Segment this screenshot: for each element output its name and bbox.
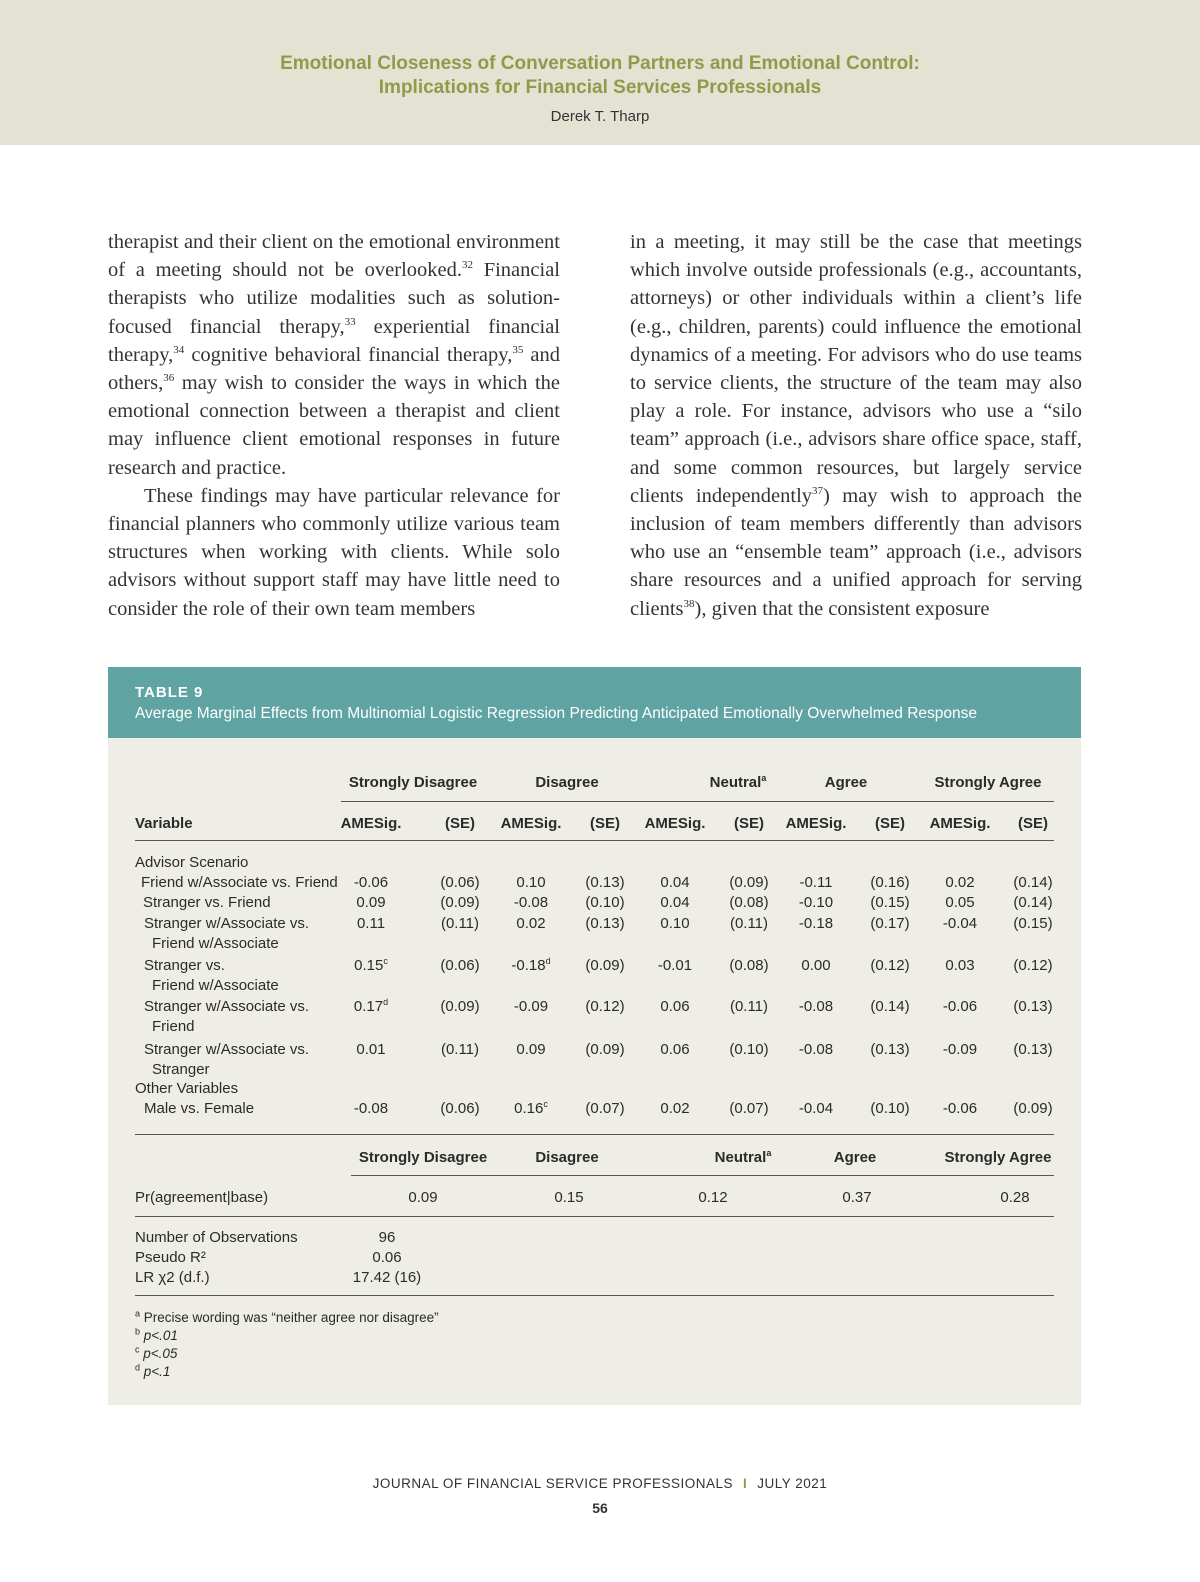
table-cell: (0.07): [585, 1100, 625, 1117]
table-cell: (0.09): [440, 894, 480, 911]
col-se-header: (SE): [875, 815, 905, 832]
table-cell: 0.00: [801, 957, 831, 974]
table-cell: 0.04: [660, 874, 690, 891]
stat-label: LR χ2 (d.f.): [135, 1269, 210, 1286]
col-se-header: (SE): [734, 815, 764, 832]
group-header: Strongly Disagree: [348, 774, 478, 791]
table-cell: (0.17): [870, 915, 910, 932]
table-cell: -0.08: [798, 998, 834, 1015]
body-column-right: [630, 228, 1082, 623]
table-cell: (0.14): [870, 998, 910, 1015]
row-label: Stranger vs. Friend: [143, 894, 271, 911]
table-cell: -0.11: [799, 874, 833, 891]
col-ame-header: AMESig.: [340, 815, 402, 832]
pr-value: 0.09: [408, 1189, 438, 1206]
table-cell: 0.10: [516, 874, 546, 891]
table-cell: -0.08: [798, 1041, 834, 1058]
col-ame-header: AMESig.: [644, 815, 706, 832]
table-cell: -0.04: [942, 915, 978, 932]
table-cell: (0.09): [585, 1041, 625, 1058]
col-variable-header: Variable: [135, 815, 193, 832]
table-cell: (0.16): [870, 874, 910, 891]
header-rule: [341, 801, 1054, 802]
footer-date: JULY 2021: [757, 1476, 828, 1491]
table-cell: (0.12): [870, 957, 910, 974]
table-cell: (0.09): [729, 874, 769, 891]
pr-value: 0.15: [554, 1189, 584, 1206]
summary-group-header: Strongly Disagree: [358, 1149, 488, 1166]
table-cell: 0.11: [356, 915, 386, 932]
table-cell: (0.11): [729, 915, 769, 932]
body-rule: [135, 1134, 1054, 1135]
footer-journal: JOURNAL OF FINANCIAL SERVICE PROFESSIONALS: [372, 1476, 733, 1491]
table-cell: 0.06: [660, 1041, 690, 1058]
table-cell: (0.10): [585, 894, 625, 911]
col-ame-header: AMESig.: [500, 815, 562, 832]
section-heading: Other Variables: [135, 1080, 239, 1097]
header-author: Derek T. Tharp: [550, 108, 650, 125]
table-cell: (0.09): [585, 957, 625, 974]
header-title-line2: Implications for Financial Services Professionals: [378, 77, 822, 98]
table-cell: (0.08): [729, 894, 769, 911]
footnote: $^c$ p<.05: [135, 1344, 178, 1361]
row-label: Male vs. Female: [144, 1100, 255, 1117]
table-cell: (0.13): [1013, 998, 1053, 1015]
table-cell: -0.09: [942, 1041, 978, 1058]
paragraph: These findings may have particular relevance for financial planners who commonly utilize various team structures when working with clients. While solo advisors without support staff may have little need to consider the role of their own team members: [108, 484, 560, 620]
summary-group-header: Strongly Agree: [944, 1149, 1052, 1166]
col-ame-header: AMESig.: [929, 815, 991, 832]
table-cell: (0.07): [729, 1100, 769, 1117]
table-cell: 0.10: [660, 915, 690, 932]
stat-label: Pseudo R²: [135, 1249, 206, 1266]
row-label-continued: Friend w/Associate: [152, 935, 279, 952]
table-cell: 0.05: [945, 894, 975, 911]
table-cell: -0.09: [513, 998, 549, 1015]
header-title-line1: Emotional Closeness of Conversation Partners and Emotional Control:: [280, 53, 920, 74]
footnote: $^d$ p<.1: [135, 1362, 171, 1379]
table-cell: (0.10): [729, 1041, 769, 1058]
table-header-band: [108, 667, 1081, 738]
pr-label: Pr(agreement|base): [135, 1189, 269, 1206]
paragraph: therapist and their client on the emotional environment of a meeting should not be overlooked.$^{32}$ Financial therapists who utilize modalities such as solution-focused financial therapy,$^{33}$ experiential financial therapy,$^{34}$ cognitive behavioral financial therapy,$^{35}$ and others,$^{36}$ may wish to consider the ways in which the emotional connection between a therapist and client may influence client emotional responses in future research and practice.: [108, 231, 560, 479]
table-cell: -0.08: [353, 1100, 389, 1117]
table-cell: 0.17$^d$: [353, 997, 389, 1015]
group-header: Agree: [824, 774, 868, 791]
section-heading: Advisor Scenario: [135, 854, 249, 871]
footer: [0, 1476, 1200, 1491]
paragraph: in a meeting, it may still be the case that meetings which involve outside professionals (e.g., accountants, attorneys) or other individuals within a client’s life (e.g., children, parents) could influence the emotional dynamics of a meeting. For advisors who do use teams to service clients, the structure of the team may also play a role. For instance, advisors who use a “silo team” approach (i.e., advisors share office space, staff, and some common resources, but largely service clients independently$^{37}$) may wish to approach the inclusion of team members differently than advisors who use an “ensemble team” approach (i.e., advisors share resources and a unified approach for serving clients$^{38}$), given that the consistent exposure: [630, 231, 1082, 620]
table-cell: -0.06: [942, 998, 978, 1015]
table-cell: (0.06): [440, 957, 480, 974]
page-number: 56: [592, 1500, 608, 1516]
table-cell: (0.09): [1013, 1100, 1053, 1117]
stat-value: 96: [378, 1229, 396, 1246]
body-column-left: [108, 228, 560, 623]
table-cell: (0.11): [729, 998, 769, 1015]
table-cell: 0.03: [945, 957, 975, 974]
table-cell: (0.11): [440, 1041, 480, 1058]
table-cell: (0.06): [440, 1100, 480, 1117]
table-cell: -0.04: [798, 1100, 834, 1117]
table-caption: Average Marginal Effects from Multinomial Logistic Regression Predicting Anticipated Emotionally Overwhelmed Response: [135, 705, 977, 722]
table-cell: 0.09: [516, 1041, 546, 1058]
table-cell: 0.16$^c$: [514, 1099, 548, 1117]
summary-group-header: Agree: [833, 1149, 877, 1166]
footnote: $^a$ Precise wording was “neither agree nor disagree”: [135, 1308, 439, 1325]
table-cell: (0.14): [1013, 894, 1053, 911]
col-se-header: (SE): [590, 815, 620, 832]
pr-value: 0.12: [698, 1189, 728, 1206]
table-cell: 0.02: [516, 915, 546, 932]
col-se-header: (SE): [445, 815, 475, 832]
table-cell: -0.06: [942, 1100, 978, 1117]
running-header: [0, 0, 1200, 145]
table-cell: (0.15): [1013, 915, 1053, 932]
table-cell: -0.06: [353, 874, 389, 891]
table-cell: (0.12): [585, 998, 625, 1015]
table-cell: (0.09): [440, 998, 480, 1015]
table-cell: (0.11): [440, 915, 480, 932]
row-label-continued: Friend w/Associate: [152, 977, 279, 994]
table-cell: 0.06: [660, 998, 690, 1015]
table-cell: 0.01: [356, 1041, 386, 1058]
table-cell: (0.06): [440, 874, 480, 891]
table-cell: 0.09: [356, 894, 386, 911]
stats-rule: [135, 1295, 1054, 1296]
table-cell: (0.13): [870, 1041, 910, 1058]
table-cell: -0.08: [513, 894, 549, 911]
table-9: [108, 667, 1081, 1405]
summary-group-header: Neutral$^a$: [714, 1148, 772, 1166]
stat-label: Number of Observations: [135, 1229, 298, 1246]
pr-value: 0.37: [842, 1189, 872, 1206]
table-cell: -0.18$^d$: [511, 956, 551, 974]
footnote: $^b$ p<.01: [135, 1326, 178, 1343]
footer-separator: I: [743, 1476, 748, 1491]
row-label-continued: Friend: [152, 1018, 195, 1035]
row-label-continued: Stranger: [152, 1061, 210, 1078]
stat-value: 0.06: [372, 1249, 402, 1266]
pr-value: 0.28: [1000, 1189, 1030, 1206]
group-header: Neutral$^a$: [709, 773, 767, 791]
pr-rule: [135, 1216, 1054, 1217]
table-cell: (0.10): [870, 1100, 910, 1117]
table-cell: -0.01: [657, 957, 693, 974]
table-cell: 0.02: [945, 874, 975, 891]
subheader-rule: [135, 840, 1054, 841]
table-cell: (0.08): [729, 957, 769, 974]
table-cell: (0.13): [585, 874, 625, 891]
table-cell: -0.18: [798, 915, 834, 932]
row-label: Stranger w/Associate vs.: [144, 998, 310, 1015]
table-label: TABLE 9: [135, 684, 204, 701]
row-label: Stranger w/Associate vs.: [144, 1041, 310, 1058]
row-label: Stranger vs.: [144, 957, 225, 974]
table-cell: (0.13): [1013, 1041, 1053, 1058]
col-ame-header: AMESig.: [785, 815, 847, 832]
summary-group-header: Disagree: [535, 1149, 599, 1166]
table-cell: (0.15): [870, 894, 910, 911]
row-label: Friend w/Associate vs. Friend: [141, 874, 338, 891]
stat-value: 17.42 (16): [352, 1269, 422, 1286]
group-header: Strongly Agree: [934, 774, 1042, 791]
table-cell: (0.12): [1013, 957, 1053, 974]
group-header: Disagree: [535, 774, 599, 791]
table-cell: -0.10: [798, 894, 834, 911]
col-se-header: (SE): [1018, 815, 1048, 832]
row-label: Stranger w/Associate vs.: [144, 915, 310, 932]
table-cell: (0.14): [1013, 874, 1053, 891]
table-cell: 0.02: [660, 1100, 690, 1117]
summary-header-rule: [351, 1175, 1054, 1176]
table-cell: 0.04: [660, 894, 690, 911]
table-cell: 0.15$^c$: [354, 956, 388, 974]
table-cell: (0.13): [585, 915, 625, 932]
